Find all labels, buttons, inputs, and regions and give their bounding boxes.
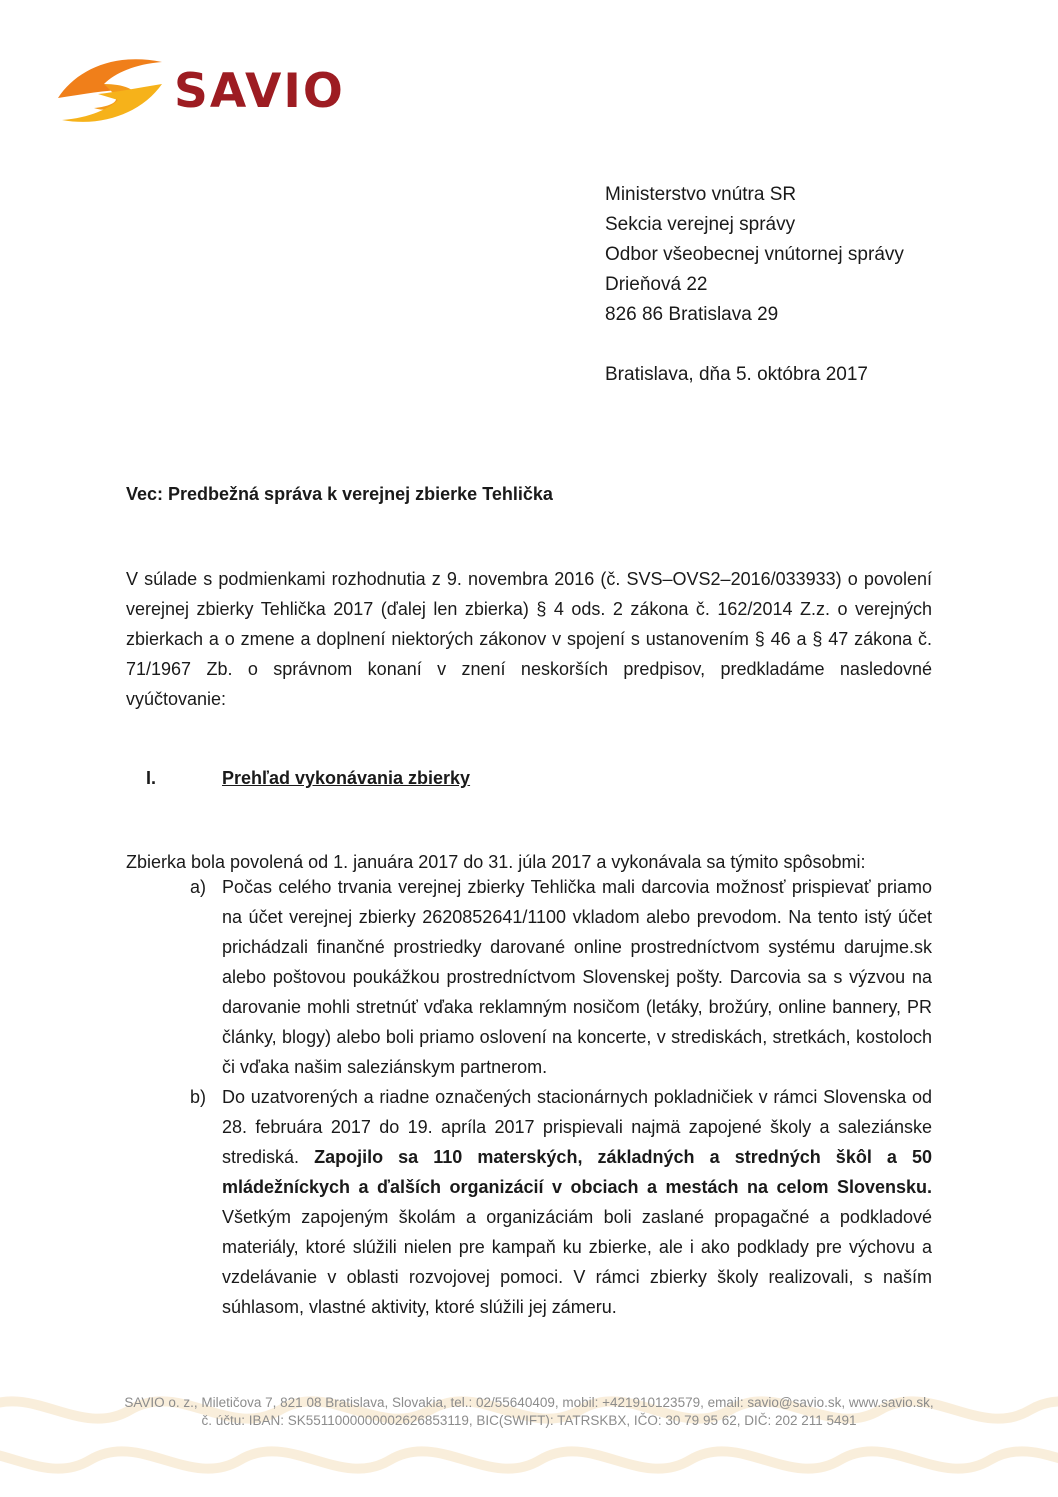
list-item [190,1082,932,1322]
recipient-address [605,180,904,330]
footer [0,1390,1058,1497]
list-item-text: Všetkým zapojeným školám a organizáciám boli zaslané propagačné a podkladové materiály, ktoré slúžili nielen pre kampaň ku zbierke, ale i ako podklady pre výchovu a vzdelávanie v oblasti rozvojovej pomoci. V rámci zbierky školy realizovali, s naším súhlasom, vlastné aktivity, ktoré slúžili jej zámeru. [222,1207,932,1317]
address-line: Drieňová 22 [605,274,708,295]
letter-date: Bratislava, dňa 5. októbra 2017 [605,364,869,385]
savio-logo [54,50,354,130]
methods-list [190,872,932,1322]
subject-line: Vec: Predbežná správa k verejnej zbierke Tehlička [126,484,553,504]
list-item-text: Počas celého trvania verejnej zbierky Tehlička mali darcovia možnosť prispievať priamo na účet verejnej zbierky 2620852641/1100 vkladom alebo prevodom. Na tento istý účet prichádzali finančné prostriedky darované online prostredníctvom systému darujme.sk alebo poštovou poukážkou prostredníctvom Slovenskej pošty. Darcovia sa s výzvou na darovanie mohli stretnúť vďaka reklamným nosičom (letáky, brožúry, online bannery, PR články, blogy) alebo boli priamo oslovení na koncerte, v strediskách, stretkách, kostoloch či vďaka našim saleziánskym partnerom. [222,877,932,1077]
intro-paragraph: V súlade s podmienkami rozhodnutia z 9. novembra 2016 (č. SVS–OVS2–2016/033933) o povolení verejnej zbierky Tehlička 2017 (ďalej len zbierka) § 4 ods. 2 zákona č. 162/2014 Z.z. o verejných zbierkach a o zmene a doplnení niektorých zákonov v spojení s ustanovením § 46 a § 47 zákona č. 71/1967 Zb. o správnom konaní v znení neskorších predpisov, predkladáme nasledovné vyúčtovanie: [126,569,932,709]
list-marker: b) [190,1087,207,1107]
savio-swirl-icon [54,50,166,130]
footer-line: SAVIO o. z., Miletičova 7, 821 08 Bratislava, Slovakia, tel.: 02/55640409, mobil: +421910123579, email: savio@savio.sk, www.savio.sk, [124,1395,934,1410]
list-item-text: Do uzatvorených a riadne označených stacionárnych pokladničiek v rámci Slovenska od 28. februára 2017 do 19. apríla 2017 prispievali najmä zapojené školy a saleziánske strediská. [222,1087,932,1167]
address-line: 826 86 Bratislava 29 [605,304,779,325]
footer-line: č. účtu: IBAN: SK5511000000002626853119, BIC(SWIFT): TATRSKBX, IČO: 30 79 95 62, DIČ: 202 211 5491 [201,1413,857,1428]
address-line: Sekcia verejnej správy [605,214,796,235]
logo-text: SAVIO [174,64,345,119]
section-number: I. [146,768,157,788]
lead-paragraph: Zbierka bola povolená od 1. januára 2017 do 31. júla 2017 a vykonávala sa týmito spôsobmi: [126,852,866,872]
footer-contact [0,1394,1058,1430]
address-line: Ministerstvo vnútra SR [605,184,797,205]
list-marker: a) [190,877,207,897]
list-item [190,872,932,1082]
list-item-bold-text: Zapojilo sa 110 materských, základných a stredných škôl a 50 mládežníckych a ďalších organizácií v obciach a mestách na celom Slovensku. [222,1147,932,1197]
section-title: Prehľad vykonávania zbierky [222,768,471,788]
address-line: Odbor všeobecnej vnútornej správy [605,244,904,265]
